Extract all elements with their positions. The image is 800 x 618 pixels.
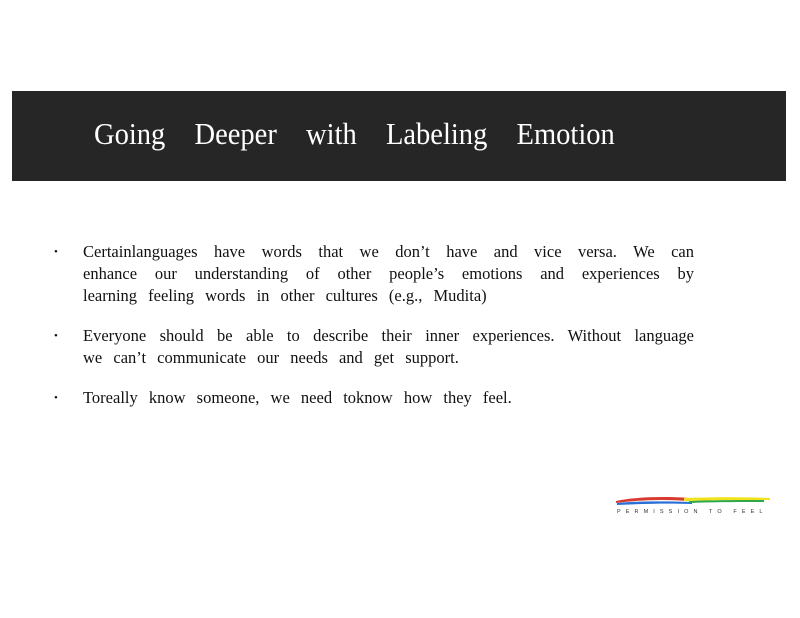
bullet-text: Toreally know someone, we need toknow how they feel. <box>83 388 512 407</box>
logo-swoosh-icon <box>614 494 772 506</box>
bullet-text: Everyone should be able to describe their inner experiences. Without language we can’t communicate our needs and get support. <box>83 326 694 367</box>
bullet-item <box>54 325 694 369</box>
bullet-text: Certainlanguages have words that we don’t have and vice versa. We can enhance our understanding of other people’s emotions and experiences by learning feeling words in other cultures (e.g., Mudita) <box>83 242 694 305</box>
bullet-marker: • <box>54 330 58 342</box>
bullet-marker: • <box>54 392 58 404</box>
bullet-item <box>54 387 694 409</box>
bullet-list <box>54 241 694 427</box>
logo-text: PERMISSION TO FEEL <box>617 509 768 515</box>
permission-to-feel-logo <box>614 494 772 520</box>
slide-title: Going Deeper with Labeling Emotion <box>94 116 615 151</box>
title-bar <box>12 91 786 181</box>
bullet-item <box>54 241 694 307</box>
bullet-marker: • <box>54 246 58 258</box>
